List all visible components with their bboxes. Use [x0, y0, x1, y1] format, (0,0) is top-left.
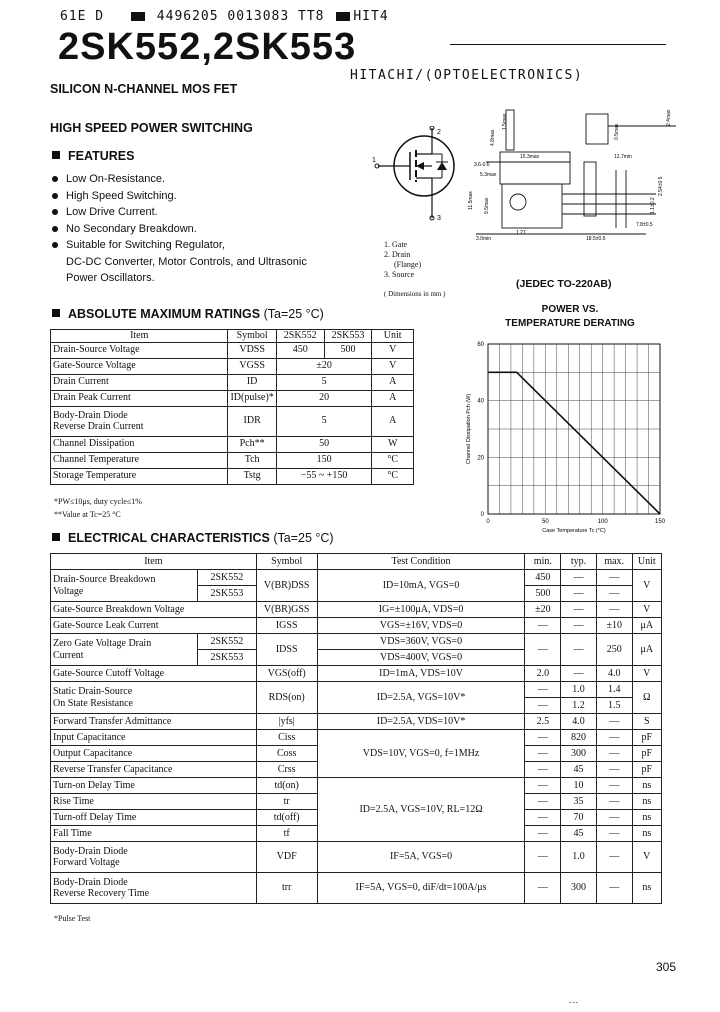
chart-title-line: TEMPERATURE DERATING [505, 318, 635, 329]
ec-max: — [596, 586, 632, 602]
ec-max: — [596, 842, 632, 873]
ec-symbol: IGSS [256, 618, 317, 634]
table-row [51, 618, 662, 634]
x-tick-label: 0 [486, 519, 490, 525]
column-header: 2SK553 [324, 330, 372, 343]
table-row [51, 358, 414, 374]
ec-unit: ns [632, 873, 661, 904]
amr-heading-text: ABSOLUTE MAXIMUM RATINGS [68, 307, 261, 321]
ec-symbol: Crss [256, 762, 317, 778]
table-row [51, 873, 662, 904]
rating-item: Gate-Source Voltage [51, 358, 228, 374]
rating-unit: °C [372, 468, 414, 484]
ec-condition: IF=5A, VGS=0, diF/dt=100A/μs [317, 873, 525, 904]
rating-symbol: VDSS [228, 342, 276, 358]
chart-series [488, 372, 660, 514]
ec-symbol: IDSS [256, 634, 317, 666]
package-dimension: 3.0min [476, 236, 492, 242]
power-derating-chart [440, 330, 680, 540]
footnote: **Value at Tc=25 °C [54, 510, 121, 519]
rating-symbol: IDR [228, 406, 276, 436]
pin-label: 3. Source [384, 270, 415, 279]
ec-unit: μA [632, 634, 661, 666]
ec-item: Reverse Transfer Capacitance [51, 762, 257, 778]
rating-symbol: Tch [228, 452, 276, 468]
ec-unit: V [632, 570, 661, 602]
y-tick-label: 20 [477, 455, 484, 462]
table-row [51, 406, 414, 436]
column-header: Unit [632, 554, 661, 570]
header-code-tail: HIT4 [353, 9, 389, 24]
ec-part: 2SK553 [197, 650, 256, 666]
table-row [51, 634, 662, 650]
table-header-row [51, 330, 414, 343]
rating-item: Drain Peak Current [51, 390, 228, 406]
rating-unit: A [372, 374, 414, 390]
device-type: SILICON N-CHANNEL MOS FET [50, 82, 238, 96]
feature-item: High Speed Switching. [50, 188, 307, 205]
table-row [51, 682, 662, 698]
feature-item: Low On-Resistance. [50, 171, 307, 188]
ec-condition: VDS=400V, VGS=0 [317, 650, 525, 666]
rating-item-line: Reverse Drain Current [53, 421, 144, 432]
section-square-icon [52, 533, 60, 541]
ec-condition: ID=10mA, VGS=0 [317, 570, 525, 602]
column-header: Symbol [228, 330, 276, 343]
ec-item-line: Drain-Source Breakdown [53, 574, 156, 585]
ec-condition: IF=5A, VGS=0 [317, 842, 525, 873]
ec-heading [52, 531, 334, 545]
package-dimension: 5.3max [480, 172, 497, 178]
column-header: 2SK552 [276, 330, 324, 343]
ec-symbol: RDS(on) [256, 682, 317, 714]
footnote: *PW≤10μs, duty cycle≤1% [54, 497, 142, 506]
column-header: Symbol [256, 554, 317, 570]
package-dimension: 3.6-0.6 [474, 162, 490, 168]
rating-value: 150 [276, 452, 372, 468]
column-header: Unit [372, 330, 414, 343]
ec-symbol: tf [256, 826, 317, 842]
package-dimension: 1.5max [502, 113, 508, 130]
column-header: typ. [561, 554, 597, 570]
schematic-pin-label: 2 [437, 129, 441, 136]
chart-title-line: POWER VS. [541, 304, 599, 315]
ec-max: — [596, 762, 632, 778]
ec-unit: V [632, 666, 661, 682]
ec-typ: 10 [561, 778, 597, 794]
ec-part: 2SK552 [197, 570, 256, 586]
rating-value: 500 [324, 342, 372, 358]
ec-item: Rise Time [51, 794, 257, 810]
ec-symbol: td(off) [256, 810, 317, 826]
rating-unit: °C [372, 452, 414, 468]
ec-condition: ID=2.5A, VDS=10V* [317, 714, 525, 730]
ec-max: — [596, 570, 632, 586]
ec-condition: ID=1mA, VDS=10V [317, 666, 525, 682]
ec-min: — [525, 873, 561, 904]
manufacturer: HITACHI/(OPTOELECTRONICS) [350, 68, 584, 83]
ec-max: — [596, 602, 632, 618]
rating-symbol: Pch** [228, 436, 276, 452]
table-row [51, 374, 414, 390]
ec-item-line: Current [53, 649, 84, 661]
ec-symbol: V(BR)GSS [256, 602, 317, 618]
rating-item [51, 406, 228, 436]
ec-item: Gate-Source Leak Current [51, 618, 257, 634]
package-dimension: 0.5max [614, 123, 620, 140]
package-dimension: 12.7min [614, 154, 632, 160]
ec-item [51, 873, 257, 904]
ec-typ: 1.0 [561, 682, 597, 698]
ec-typ: 45 [561, 762, 597, 778]
package-dimension: 1.1±0.2 [650, 197, 656, 214]
barcode-block-icon [131, 12, 145, 21]
ec-condition: IG=±100μA, VDS=0 [317, 602, 525, 618]
rating-symbol: ID(pulse)* [228, 390, 276, 406]
pin-label: (Flange) [394, 260, 422, 269]
ec-item: Turn-on Delay Time [51, 778, 257, 794]
ec-max: — [596, 714, 632, 730]
ec-max: 1.5 [596, 698, 632, 714]
header-code-left: 61E D [60, 9, 105, 24]
ec-item-line: Zero Gate Voltage Drain [53, 638, 152, 649]
ec-item [51, 570, 198, 602]
package-dimension: 18.5±0.5 [586, 236, 606, 242]
rating-value: 20 [276, 390, 372, 406]
feature-item: Low Drive Current. [50, 204, 307, 221]
ec-min: 2.0 [525, 666, 561, 682]
ec-unit: S [632, 714, 661, 730]
ec-item: Gate-Source Cutoff Voltage [51, 666, 257, 682]
table-row [51, 666, 662, 682]
rating-item-line: Body-Drain Diode [53, 409, 128, 421]
ec-typ: — [561, 570, 597, 586]
ec-typ: 45 [561, 826, 597, 842]
ec-typ: — [561, 586, 597, 602]
header-code [60, 9, 389, 24]
table-row [51, 842, 662, 873]
x-tick-label: 150 [654, 519, 666, 525]
package-dimension: 4.8max [490, 129, 496, 146]
ec-item: Turn-off Delay Time [51, 810, 257, 826]
rating-symbol: Tstg [228, 468, 276, 484]
ec-typ: — [561, 602, 597, 618]
ec-symbol: Coss [256, 746, 317, 762]
ec-symbol: VGS(off) [256, 666, 317, 682]
ec-item-line: Forward Voltage [53, 857, 120, 868]
column-header: Item [51, 330, 228, 343]
table-header-row [51, 554, 662, 570]
ec-min: — [525, 778, 561, 794]
ec-symbol: V(BR)DSS [256, 570, 317, 602]
ec-min: — [525, 634, 561, 666]
table-row [51, 436, 414, 452]
ec-min: 2.5 [525, 714, 561, 730]
rating-unit: W [372, 436, 414, 452]
ec-unit: ns [632, 778, 661, 794]
section-square-icon [52, 151, 60, 159]
ec-typ: 300 [561, 746, 597, 762]
ec-part: 2SK552 [197, 634, 256, 650]
rating-item: Storage Temperature [51, 468, 228, 484]
x-tick-label: 100 [597, 519, 608, 525]
column-header: Item [51, 554, 257, 570]
y-tick-label: 0 [480, 512, 484, 518]
table-row [51, 452, 414, 468]
ec-max: — [596, 873, 632, 904]
ec-unit: ns [632, 794, 661, 810]
ec-typ: — [561, 634, 597, 666]
ec-min: — [525, 682, 561, 698]
ec-symbol: Ciss [256, 730, 317, 746]
ec-item [51, 682, 257, 714]
rating-unit: V [372, 358, 414, 374]
rating-symbol: ID [228, 374, 276, 390]
ec-max: — [596, 826, 632, 842]
ec-min: 500 [525, 586, 561, 602]
rating-value: 50 [276, 436, 372, 452]
x-axis-label: Case Temperature Tc (°C) [542, 528, 606, 534]
ec-item: Fall Time [51, 826, 257, 842]
ec-min: — [525, 794, 561, 810]
features-heading [52, 149, 134, 163]
x-tick-label: 50 [541, 519, 549, 525]
ec-min: — [525, 826, 561, 842]
ec-max: 1.4 [596, 682, 632, 698]
package-dimension: 9.5max [484, 197, 490, 214]
package-dimension: 2.54±0.5 [658, 176, 664, 196]
footer-mark: --- [569, 998, 579, 1006]
rating-item: Drain Current [51, 374, 228, 390]
rating-unit: A [372, 406, 414, 436]
column-header: max. [596, 554, 632, 570]
chart-title [470, 303, 670, 331]
rating-value: ±20 [276, 358, 372, 374]
column-header: min. [525, 554, 561, 570]
feature-item-continued: DC-DC Converter, Motor Controls, and Ultrasonic [66, 255, 307, 268]
feature-item: No Secondary Breakdown. [50, 221, 307, 238]
ec-item [51, 842, 257, 873]
ec-symbol: |yfs| [256, 714, 317, 730]
rating-value: 5 [276, 374, 372, 390]
ec-symbol: trr [256, 873, 317, 904]
ec-heading-text: ELECTRICAL CHARACTERISTICS [68, 531, 270, 545]
rating-unit: V [372, 342, 414, 358]
ec-item [51, 634, 198, 666]
package-dimension: 15.3max [520, 154, 540, 160]
ec-heading-condition: (Ta=25 °C) [273, 531, 334, 545]
package-dimension: 7.8±0.5 [636, 222, 653, 228]
page-number: 305 [656, 960, 677, 974]
amr-heading-condition: (Ta=25 °C) [263, 307, 324, 321]
ec-symbol: td(on) [256, 778, 317, 794]
rating-symbol: VGSS [228, 358, 276, 374]
ec-max: — [596, 794, 632, 810]
schematic-pin-label: 1 [372, 157, 376, 164]
ec-unit: pF [632, 762, 661, 778]
ec-item: Forward Transfer Admittance [51, 714, 257, 730]
feature-item-continued: Power Oscillators. [66, 272, 155, 284]
title-rule [450, 44, 666, 45]
rating-item: Drain-Source Voltage [51, 342, 228, 358]
derating-curve [488, 372, 660, 514]
barcode-block-icon [336, 12, 350, 21]
ec-min: — [525, 698, 561, 714]
package-dimension: 2.4max [666, 109, 672, 126]
table-row [51, 714, 662, 730]
ec-min: — [525, 746, 561, 762]
ec-item-line: Reverse Recovery Time [53, 888, 150, 899]
absolute-maximum-ratings-table [50, 329, 414, 485]
column-header: Test Condition [317, 554, 525, 570]
ec-condition: ID=2.5A, VGS=10V* [317, 682, 525, 714]
ec-min: — [525, 730, 561, 746]
jedec-package: (JEDEC TO-220AB) [516, 278, 612, 290]
ec-part: 2SK553 [197, 586, 256, 602]
ec-unit: ns [632, 826, 661, 842]
ec-item: Output Capacitance [51, 746, 257, 762]
ec-unit: μA [632, 618, 661, 634]
amr-heading [52, 307, 324, 321]
table-row [51, 468, 414, 484]
ec-typ: — [561, 618, 597, 634]
chart-ticks [477, 342, 665, 525]
ec-condition: VDS=10V, VGS=0, f=1MHz [317, 730, 525, 778]
rating-value: −55 ~ +150 [276, 468, 372, 484]
schematic-pin-label: 3 [437, 215, 441, 222]
ec-item-line: Voltage [53, 585, 84, 597]
ec-typ: 4.0 [561, 714, 597, 730]
table-row [51, 570, 662, 586]
part-title: 2SK552,2SK553 [58, 26, 357, 68]
ec-min: — [525, 618, 561, 634]
ec-max: 250 [596, 634, 632, 666]
mosfet-symbol-icon [372, 126, 462, 226]
rating-unit: A [372, 390, 414, 406]
amr-notes [54, 495, 142, 521]
table-row [51, 778, 662, 794]
package-dimension: 11.5max [468, 191, 474, 210]
dimensions-note: ( Dimensions in mm ) [384, 290, 446, 298]
ec-unit: V [632, 602, 661, 618]
package-dimension: 1.27 [516, 230, 526, 236]
features-list [50, 171, 307, 287]
ec-item-line: Body-Drain Diode [53, 876, 128, 888]
ec-item: Gate-Source Breakdown Voltage [51, 602, 257, 618]
features-heading-text: FEATURES [68, 149, 135, 163]
ec-condition: ID=2.5A, VGS=10V, RL=12Ω [317, 778, 525, 842]
electrical-characteristics-table [50, 553, 662, 904]
ec-unit: ns [632, 810, 661, 826]
ec-max: — [596, 730, 632, 746]
ec-min: 450 [525, 570, 561, 586]
ec-unit: Ω [632, 682, 661, 714]
section-square-icon [52, 309, 60, 317]
pulse-test-note: *Pulse Test [54, 914, 91, 923]
y-tick-label: 40 [477, 398, 484, 405]
ec-condition: VDS=360V, VGS=0 [317, 634, 525, 650]
rating-value: 450 [276, 342, 324, 358]
ec-min: — [525, 842, 561, 873]
ec-symbol: tr [256, 794, 317, 810]
ec-max: — [596, 810, 632, 826]
ec-item: Input Capacitance [51, 730, 257, 746]
ec-min: ±20 [525, 602, 561, 618]
package-outline-drawing [466, 106, 682, 242]
table-row [51, 390, 414, 406]
ec-item-line: On State Resistance [53, 697, 133, 709]
y-axis-label: Channel Dissipation Pch (W) [466, 393, 472, 465]
ec-min: — [525, 810, 561, 826]
table-row [51, 342, 414, 358]
ec-max: — [596, 778, 632, 794]
y-tick-label: 60 [477, 342, 484, 348]
ec-item-line: Body-Drain Diode [53, 845, 128, 857]
ec-unit: pF [632, 730, 661, 746]
rating-item: Channel Temperature [51, 452, 228, 468]
ec-symbol: VDF [256, 842, 317, 873]
ec-typ: 1.0 [561, 842, 597, 873]
feature-item: Suitable for Switching Regulator, [50, 237, 307, 254]
ec-typ: 35 [561, 794, 597, 810]
ec-item-line: Static Drain-Source [53, 686, 133, 697]
ec-max: 4.0 [596, 666, 632, 682]
ec-typ: 820 [561, 730, 597, 746]
rating-item: Channel Dissipation [51, 436, 228, 452]
ec-typ: — [561, 666, 597, 682]
ec-condition: VGS=±16V, VDS=0 [317, 618, 525, 634]
table-row [51, 602, 662, 618]
application: HIGH SPEED POWER SWITCHING [50, 121, 253, 135]
ec-unit: V [632, 842, 661, 873]
table-row [51, 730, 662, 746]
ec-unit: pF [632, 746, 661, 762]
ec-typ: 1.2 [561, 698, 597, 714]
rating-value: 5 [276, 406, 372, 436]
ec-max: ±10 [596, 618, 632, 634]
pin-legend [384, 240, 421, 280]
ec-max: — [596, 746, 632, 762]
ec-min: — [525, 762, 561, 778]
pin-label: 1. Gate [384, 240, 408, 249]
pin-label: 2. Drain [384, 250, 411, 259]
ec-typ: 300 [561, 873, 597, 904]
header-code-right: 4496205 0013083 TT8 [156, 9, 325, 24]
ec-typ: 70 [561, 810, 597, 826]
